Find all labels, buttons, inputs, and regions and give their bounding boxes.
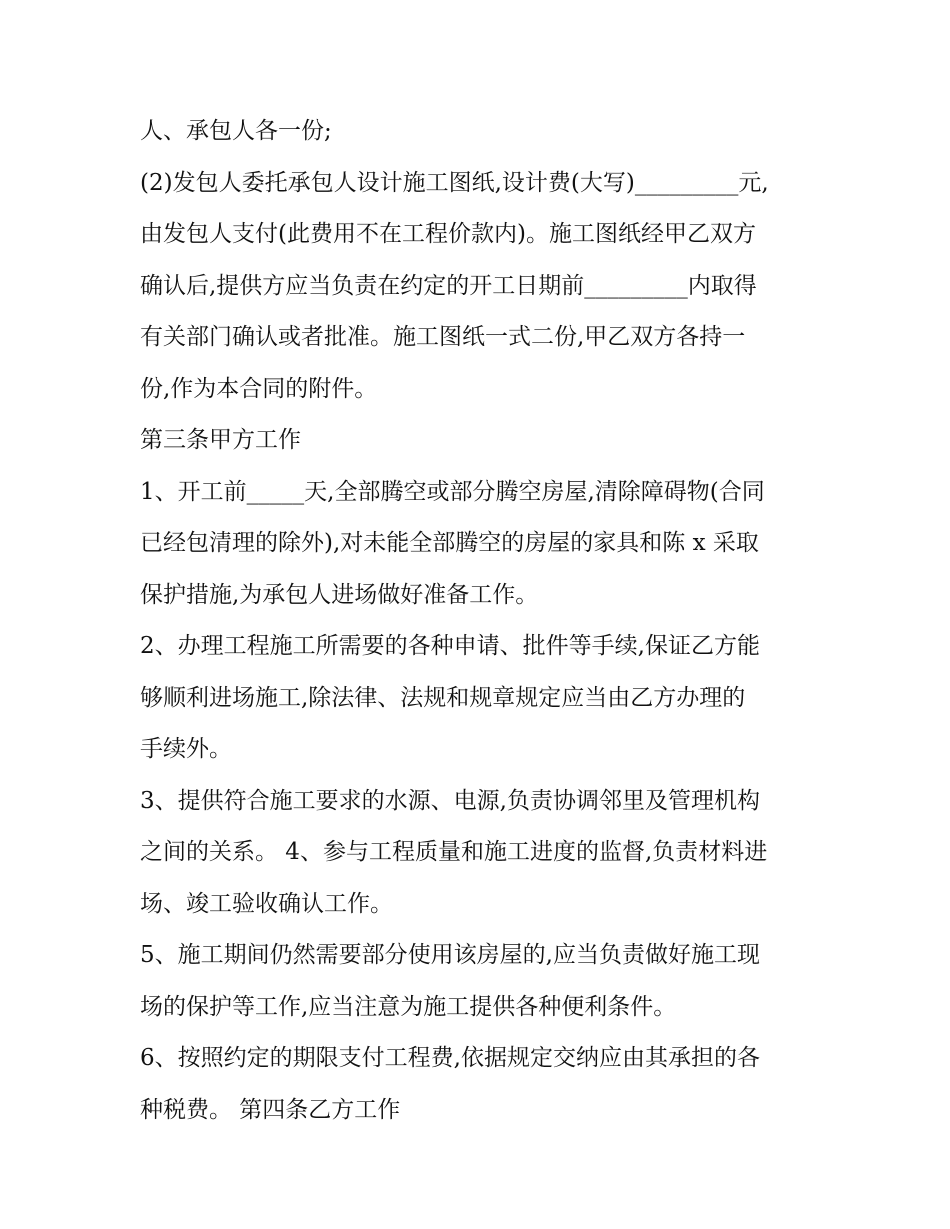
text-line: (2)发包人委托承包人设计施工图纸,设计费(大写)_________元,: [140, 169, 769, 196]
text-line: 3、提供符合施工要求的水源、电源,负责协调邻里及管理机构: [140, 787, 760, 814]
text-line: 1、开工前_____天,全部腾空或部分腾空房屋,清除障碍物(合同: [140, 478, 765, 505]
text-line: 种税费。 第四条乙方工作: [140, 1096, 401, 1123]
text-line: 已经包清理的除外),对未能全部腾空的房屋的家具和陈 x 采取: [140, 530, 759, 556]
text-line: 手续外。: [140, 736, 232, 762]
text-line: 5、施工期间仍然需要部分使用该房屋的,应当负责做好施工现: [140, 942, 760, 968]
text-line: 确认后,提供方应当负责在约定的开工日期前_________内取得: [140, 272, 757, 299]
text-line: 保护措施,为承包人进场做好准备工作。: [140, 581, 539, 608]
text-line: 之间的关系。 4、参与工程质量和施工进度的监督,负责材料进: [140, 839, 768, 865]
text-line: 场、竣工验收确认工作。: [140, 890, 393, 917]
text-line: 有关部门确认或者批准。施工图纸一式二份,甲乙双方各持一: [140, 324, 746, 350]
document-body: [140, 106, 820, 1136]
text-line: 份,作为本合同的附件。: [140, 375, 378, 402]
text-line: 6、按照约定的期限支付工程费,依据规定交纳应由其承担的各: [140, 1045, 760, 1071]
text-line: 够顺利进场施工,除法律、法规和规章规定应当由乙方办理的: [140, 684, 746, 711]
text-line: 2、办理工程施工所需要的各种申请、批件等手续,保证乙方能: [140, 633, 760, 659]
text-line: 场的保护等工作,应当注意为施工提供各种便利条件。: [140, 993, 677, 1020]
section-heading: 第三条甲方工作: [140, 427, 301, 453]
text-line: 人、承包人各一份;: [140, 118, 332, 144]
text-line: 由发包人支付(此费用不在工程价款内)。施工图纸经甲乙双方: [140, 221, 756, 247]
